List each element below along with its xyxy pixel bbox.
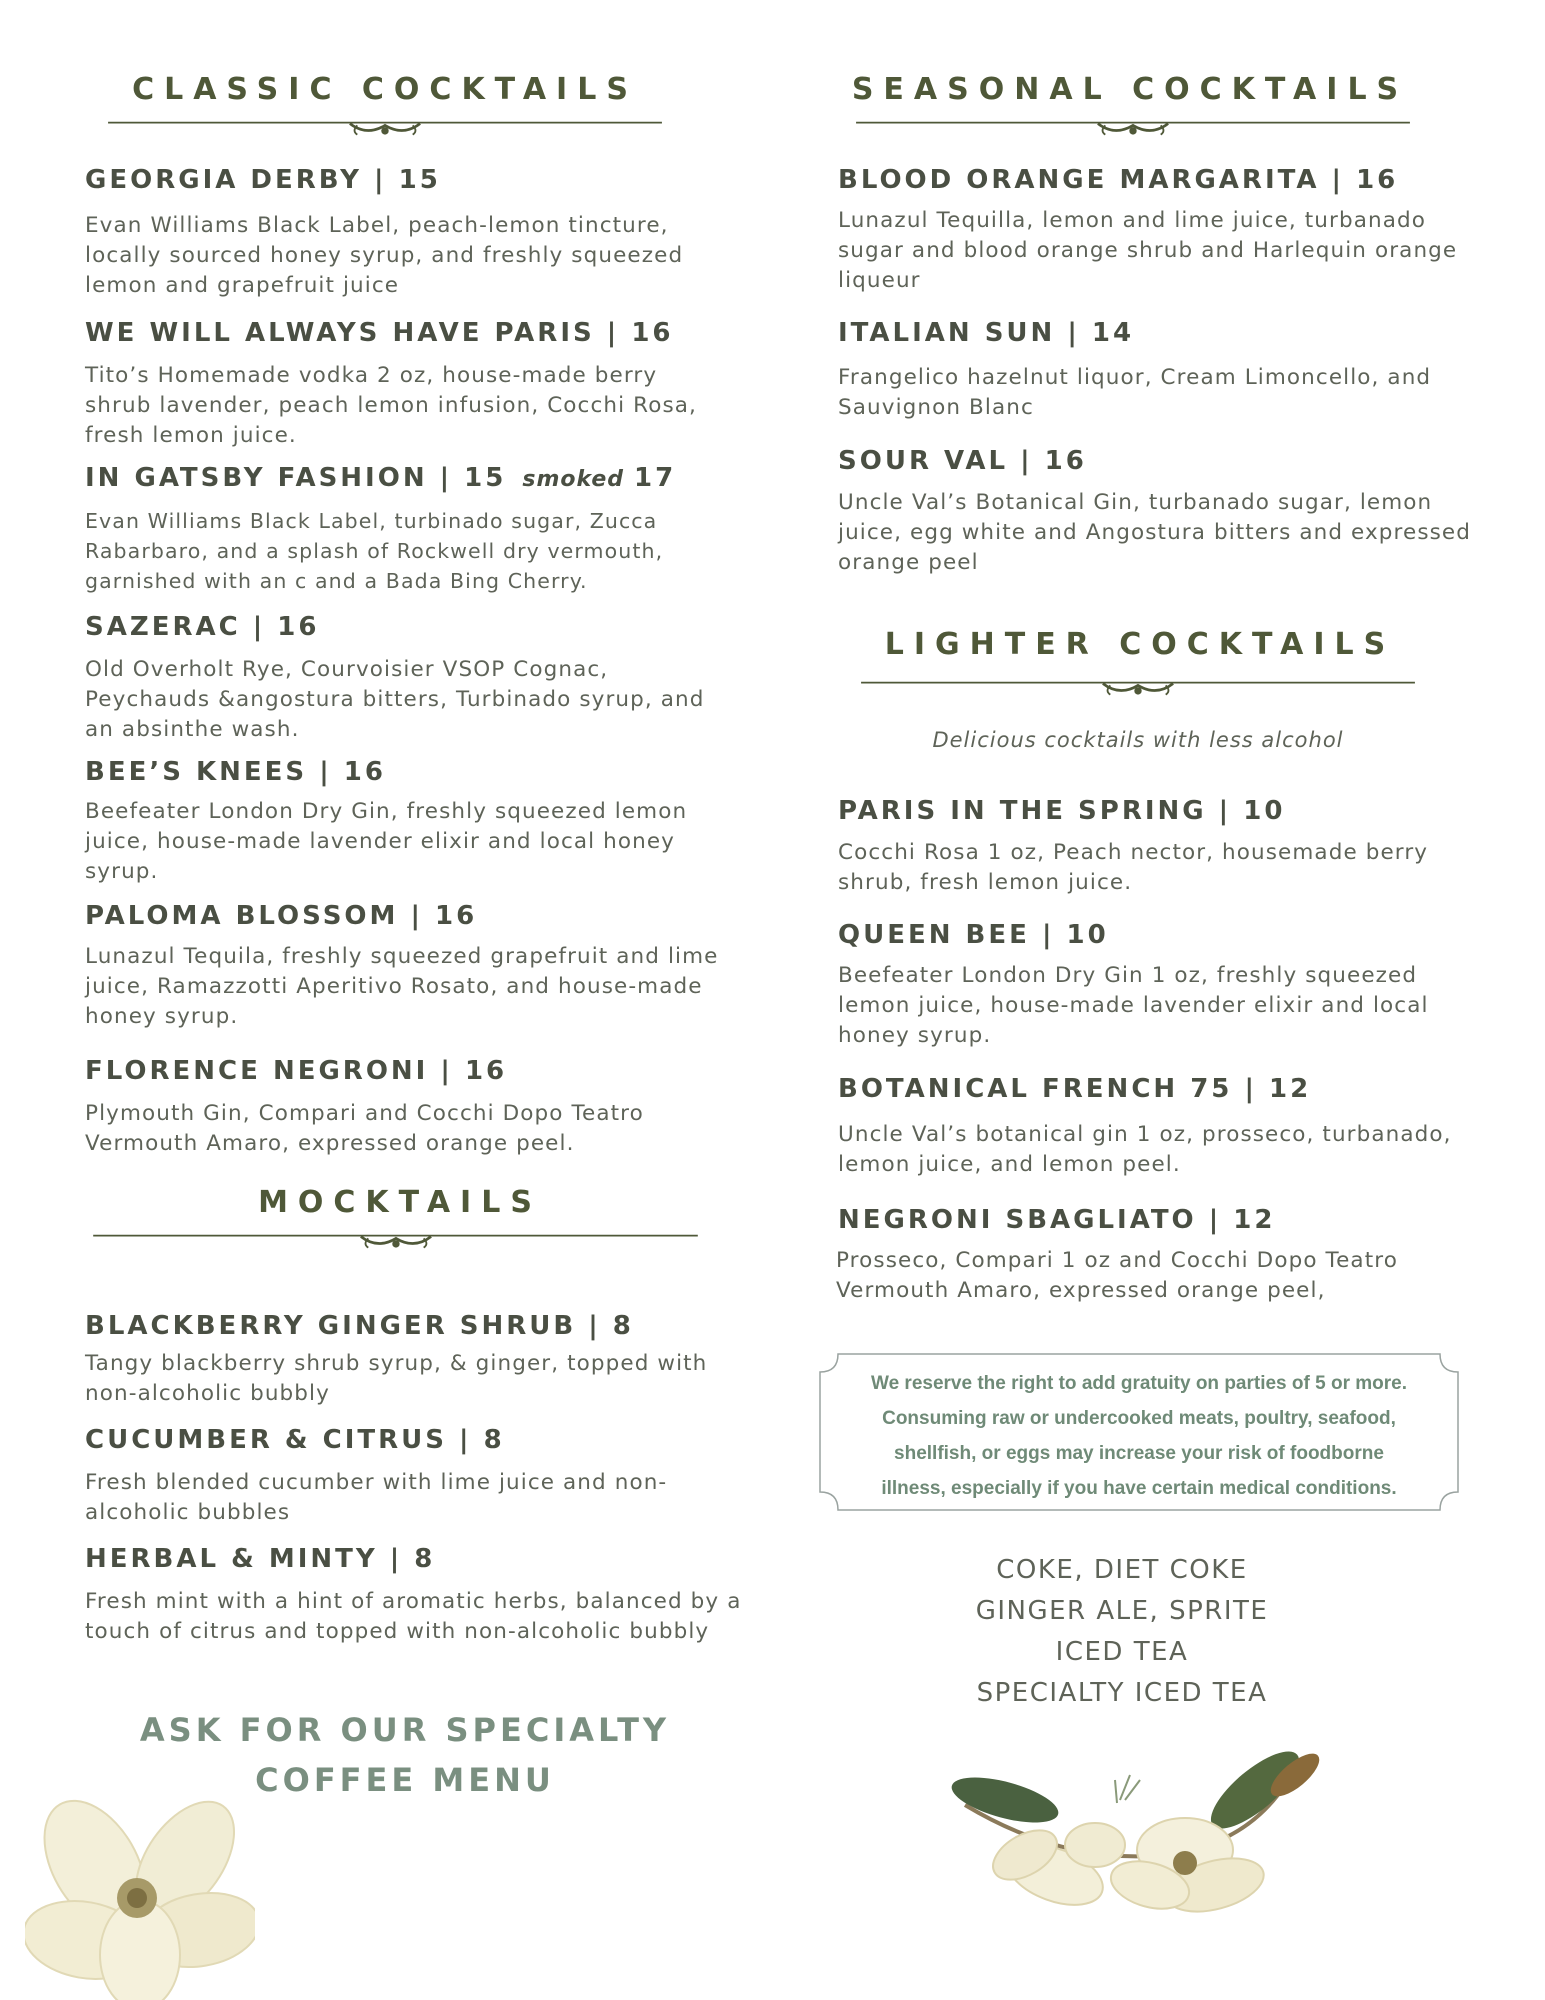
menu-item-name: ITALIAN SUN | 14 [838,318,1135,348]
menu-item-name: WE WILL ALWAYS HAVE PARIS | 16 [85,318,674,348]
menu-item-description: Evan Williams Black Label, peach-lemon tincture, locally sourced honey syrup, and freshly squeezed lemon and grapefruit juice [85,213,684,298]
menu-item-name: NEGRONI SBAGLIATO | 12 [838,1205,1276,1235]
menu-item-name: BLACKBERRY GINGER SHRUB | 8 [85,1311,634,1341]
menu-item-name: BLOOD ORANGE MARGARITA | 16 [838,165,1399,195]
soft-drink-item: COKE, DIET COKE [996,1555,1248,1585]
menu-item-description: Beefeater London Dry Gin, freshly squeezed lemon juice, house-made lavender elixir and local honey syrup. [85,799,688,884]
menu-item-description: Tangy blackberry shrub syrup, & ginger, topped with non-alcoholic bubbly [85,1351,708,1406]
coffee-line-1: ASK FOR OUR SPECIALTY [139,1711,671,1749]
menu-item-description: Evan Williams Black Label, turbinado sugar, Zucca Rabarbaro, and a splash of Rockwell dry vermouth, garnished with an c and a Bada Bing Cherry. [85,509,664,593]
ornament-divider [85,118,685,142]
menu-item-name: BEE’S KNEES | 16 [85,757,386,787]
menu-item-description: Lunazul Tequila, freshly squeezed grapefruit and lime juice, Ramazzotti Aperitivo Rosato, and house-made honey syrup. [85,944,719,1029]
smoked-price: 17 [634,463,677,493]
menu-item-description: Old Overholt Rye, Courvoisier VSOP Cognac, Peychauds &angostura bitters, Turbinado syrup, and an absinthe wash. [85,657,705,742]
menu-item-description: Fresh mint with a hint of aromatic herbs, balanced by a touch of citrus and topped with non-alcoholic bubbly [85,1589,742,1644]
menu-item-name: BOTANICAL FRENCH 75 | 12 [838,1074,1312,1104]
soft-drink-item: GINGER ALE, SPRITE [975,1596,1269,1626]
menu-item-description: Prosseco, Compari 1 oz and Cocchi Dopo Teatro Vermouth Amaro, expressed orange peel, [836,1248,1398,1303]
gratuity-notice-box [818,1352,1460,1512]
menu-item-description: Uncle Val’s botanical gin 1 oz, prosseco, turbanado, lemon juice, and lemon peel. [838,1122,1452,1177]
classic-cocktails-title: CLASSIC COCKTAILS [132,72,638,107]
magnolia-flower-illustration [25,1770,255,2000]
menu-item-description: Tito’s Homemade vodka 2 oz, house-made berry shrub lavender, peach lemon infusion, Cocchi Rosa, fresh lemon juice. [85,363,697,448]
lighter-cocktails-title: LIGHTER COCKTAILS [884,627,1396,662]
coffee-line-2: COFFEE MENU [255,1761,555,1799]
soft-drink-item: ICED TEA [1055,1637,1189,1667]
menu-item-name-gatsby [85,463,676,493]
menu-item-name: PARIS IN THE SPRING | 10 [838,796,1286,826]
ornament-divider [833,118,1433,142]
menu-item-name: FLORENCE NEGRONI | 16 [85,1056,508,1086]
menu-item-description: Fresh blended cucumber with lime juice and non-alcoholic bubbles [85,1470,668,1525]
menu-item-name: GEORGIA DERBY | 15 [85,165,441,195]
notice-line: illness, especially if you have certain medical conditions. [881,1478,1397,1499]
magnolia-branch-illustration [945,1745,1325,1930]
notice-text [838,1366,1440,1506]
menu-item-description: Frangelico hazelnut liquor, Cream Limoncello, and Sauvignon Blanc [838,365,1432,420]
ornament-divider [838,678,1438,702]
menu-item-name: IN GATSBY FASHION | 15 [85,463,507,493]
menu-item-name: SAZERAC | 16 [85,612,320,642]
menu-item-description: Cocchi Rosa 1 oz, Peach nector, housemade berry shrub, fresh lemon juice. [838,840,1429,895]
notice-line: We reserve the right to add gratuity on parties of 5 or more. [871,1373,1407,1394]
menu-item-name: QUEEN BEE | 10 [838,920,1109,950]
ornament-divider [68,1231,723,1255]
menu-item-name: CUCUMBER & CITRUS | 8 [85,1425,505,1455]
menu-item-description: Beefeater London Dry Gin 1 oz, freshly squeezed lemon juice, house-made lavender elixir and local honey syrup. [838,963,1429,1048]
lighter-subtitle: Delicious cocktails with less alcohol [932,728,1344,752]
notice-line: shellfish, or eggs may increase your risk of foodborne [894,1443,1384,1464]
menu-item-description: Plymouth Gin, Compari and Cocchi Dopo Teatro Vermouth Amaro, expressed orange peel. [85,1101,644,1156]
mocktails-title: MOCKTAILS [258,1185,542,1220]
menu-item-name: SOUR VAL | 16 [838,446,1087,476]
notice-line: Consuming raw or undercooked meats, poultry, seafood, [882,1408,1396,1429]
seasonal-cocktails-title: SEASONAL COCKTAILS [851,72,1409,107]
menu-item-name: HERBAL & MINTY | 8 [85,1544,436,1574]
smoked-label: smoked [522,467,625,492]
menu-item-name: PALOMA BLOSSOM | 16 [85,901,478,931]
soft-drink-item: SPECIALTY ICED TEA [976,1678,1268,1708]
menu-item-description: Uncle Val’s Botanical Gin, turbanado sugar, lemon juice, egg white and Angostura bitters and expressed orange peel [838,490,1472,575]
soft-drinks-list [872,1550,1372,1714]
menu-item-description: Lunazul Tequilla, lemon and lime juice, turbanado sugar and blood orange shrub and Harlequin orange liqueur [838,208,1458,293]
